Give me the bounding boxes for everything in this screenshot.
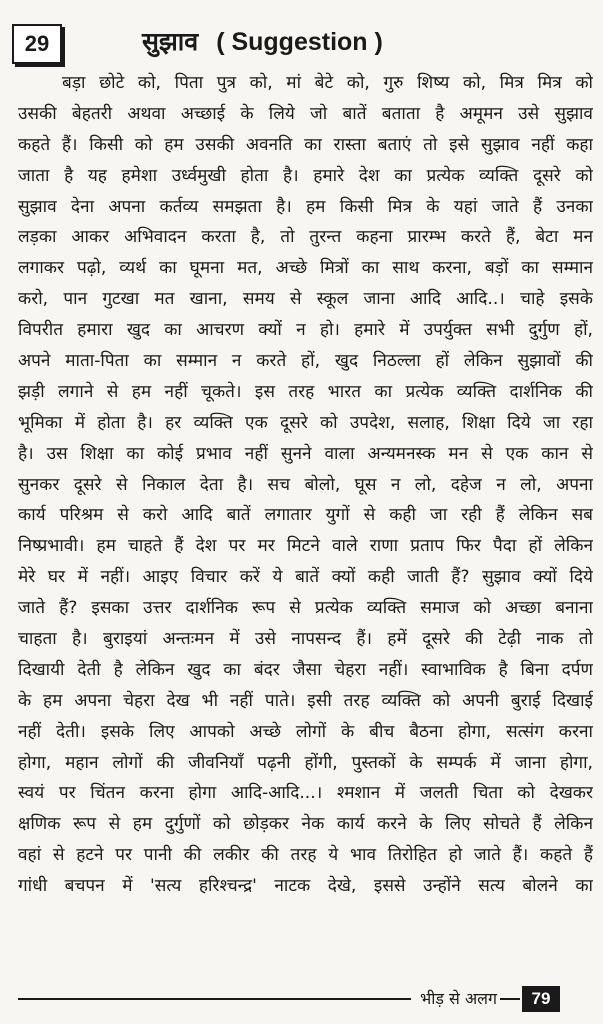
text-line: कार्य परिश्रम से करो आदि बातें लगातार युगों से कही जा रही हैं लेकिन सब — [18, 505, 593, 526]
chapter-number-badge — [12, 24, 62, 64]
text-line: झड़ी लगाने से हम नहीं चूकते। इस तरह भारत का प्रत्येक व्यक्ति दार्शनिक की — [18, 381, 593, 402]
text-line: अपने माता-पिता का सम्मान न करते हों, खुद निठल्ला हों लेकिन सुझावों की — [18, 351, 593, 372]
text-line: जाते हैं? इसका उत्तर दार्शनिक रूप से प्रत्येक व्यक्ति समाज को अच्छा बनाना — [18, 598, 593, 619]
page-footer — [0, 984, 603, 1014]
text-line: बड़ा छोटे को, पिता पुत्र को, मां बेटे को, गुरु शिष्य को, मित्र मित्र को — [62, 73, 593, 93]
text-line: कहते हैं। किसी को हम उसकी अवनति का रास्ता बताएं तो इसे सुझाव नहीं कहा — [18, 134, 593, 155]
text-line: वहां से हटने पर पानी की लकीर की तरह ये भाव तिरोहित हो जाते हैं। कहते हैं — [18, 845, 593, 866]
text-line: सुझाव देना अपना कर्तव्य समझता है। हम किसी मित्र के यहां जाते हैं उनका — [18, 196, 593, 217]
footer-rule-short — [500, 998, 520, 1000]
text-line: निष्प्रभावी। हम चाहते हैं देश पर मर मिटने वाले राणा प्रताप फिर पैदा हों लेकिन — [18, 536, 593, 557]
text-line: लगाकर पढ़ो, व्यर्थ का घूमना मत, अच्छे मित्रों का साथ करना, बड़ों का सम्मान — [18, 258, 593, 279]
text-line: क्षणिक रूप से हम दुर्गुणों को छोड़कर नेक कार्य करने के लिए सोचते हैं लेकिन — [18, 814, 593, 835]
page-number: 79 — [522, 986, 560, 1012]
text-line: विपरीत हमारा खुद का आचरण क्यों न हो। हमारे में उपर्युक्त सभी दुर्गुण हों, — [18, 320, 593, 341]
text-line: जाता है यह हमेशा उर्ध्वमुखी होता है। हमारे देश का प्रत्येक व्यक्ति दूसरे को — [18, 165, 593, 186]
text-line: दिखायी देती है लेकिन खुद का बंदर जैसा चेहरा नहीं। स्वाभाविक है बिना दर्पण — [18, 659, 593, 680]
chapter-number: 29 — [24, 31, 50, 56]
text-line: सुनकर दूसरे से निकाल देता है। सच बोलो, घूस न लो, दहेज न लो, अपना — [18, 474, 593, 495]
text-line: स्वयं पर चिंतन करना होगा आदि-आदि...। श्मशान में जलती चिता को देखकर — [18, 783, 593, 804]
chapter-title-hindi: सुझाव — [142, 27, 199, 56]
text-line: चाहता है। बुराइयां अन्तःमन में उसे नापसन्द हैं। हमें दूसरे की टेढ़ी नाक तो — [18, 629, 593, 650]
text-line: है। उस शिक्षा का कोई प्रभाव नहीं सुनने वाला अन्यमनस्क मन से एक कान से — [18, 443, 593, 464]
text-line: लड़का आकर अभिवादन करता है, तो तुरन्त कहना प्रारम्भ करते हैं, बेटा मन — [18, 227, 593, 248]
footer-rule — [18, 998, 411, 1000]
text-line: गांधी बचपन में 'सत्य हरिश्चन्द्र' नाटक देखे, इससे उन्होंने सत्य बोलने का — [18, 876, 593, 897]
footer-book-title: भीड़ से अलग — [420, 989, 498, 1008]
text-line: नहीं देती। इसके लिए आपको अच्छे लोगों के बीच बैठना होगा, सत्संग करना — [18, 721, 593, 742]
chapter-header — [12, 22, 592, 66]
body-paragraph — [18, 68, 593, 902]
text-line: करो, पान गुटखा मत खाना, समय से स्कूल जाना आदि आदि..। चाहे इसके — [18, 289, 593, 310]
text-line: होगा, महान लोगों की जीवनियाँ पढ़नी होंगी, पुस्तकों के सम्पर्क में जाना होगा, — [18, 752, 593, 773]
chapter-title — [142, 24, 383, 60]
text-line: के हम अपना चेहरा देख भी नहीं पाते। इसी तरह व्यक्ति को अपनी बुराई दिखाई — [18, 690, 593, 711]
chapter-title-english: ( Suggestion ) — [216, 28, 383, 56]
text-line: मेरे घर में नहीं। आइए विचार करें ये बातें क्यों कही जाती हैं? सुझाव क्यों दिये — [18, 567, 593, 588]
text-line: भूमिका में होता है। हर व्यक्ति एक दूसरे को उपदेश, सलाह, शिक्षा दिये जा रहा — [18, 412, 593, 433]
text-line: उसकी बेहतरी अथवा अच्छाई के लिये जो बातें बताता है अमूमन उसे सुझाव — [18, 103, 593, 124]
